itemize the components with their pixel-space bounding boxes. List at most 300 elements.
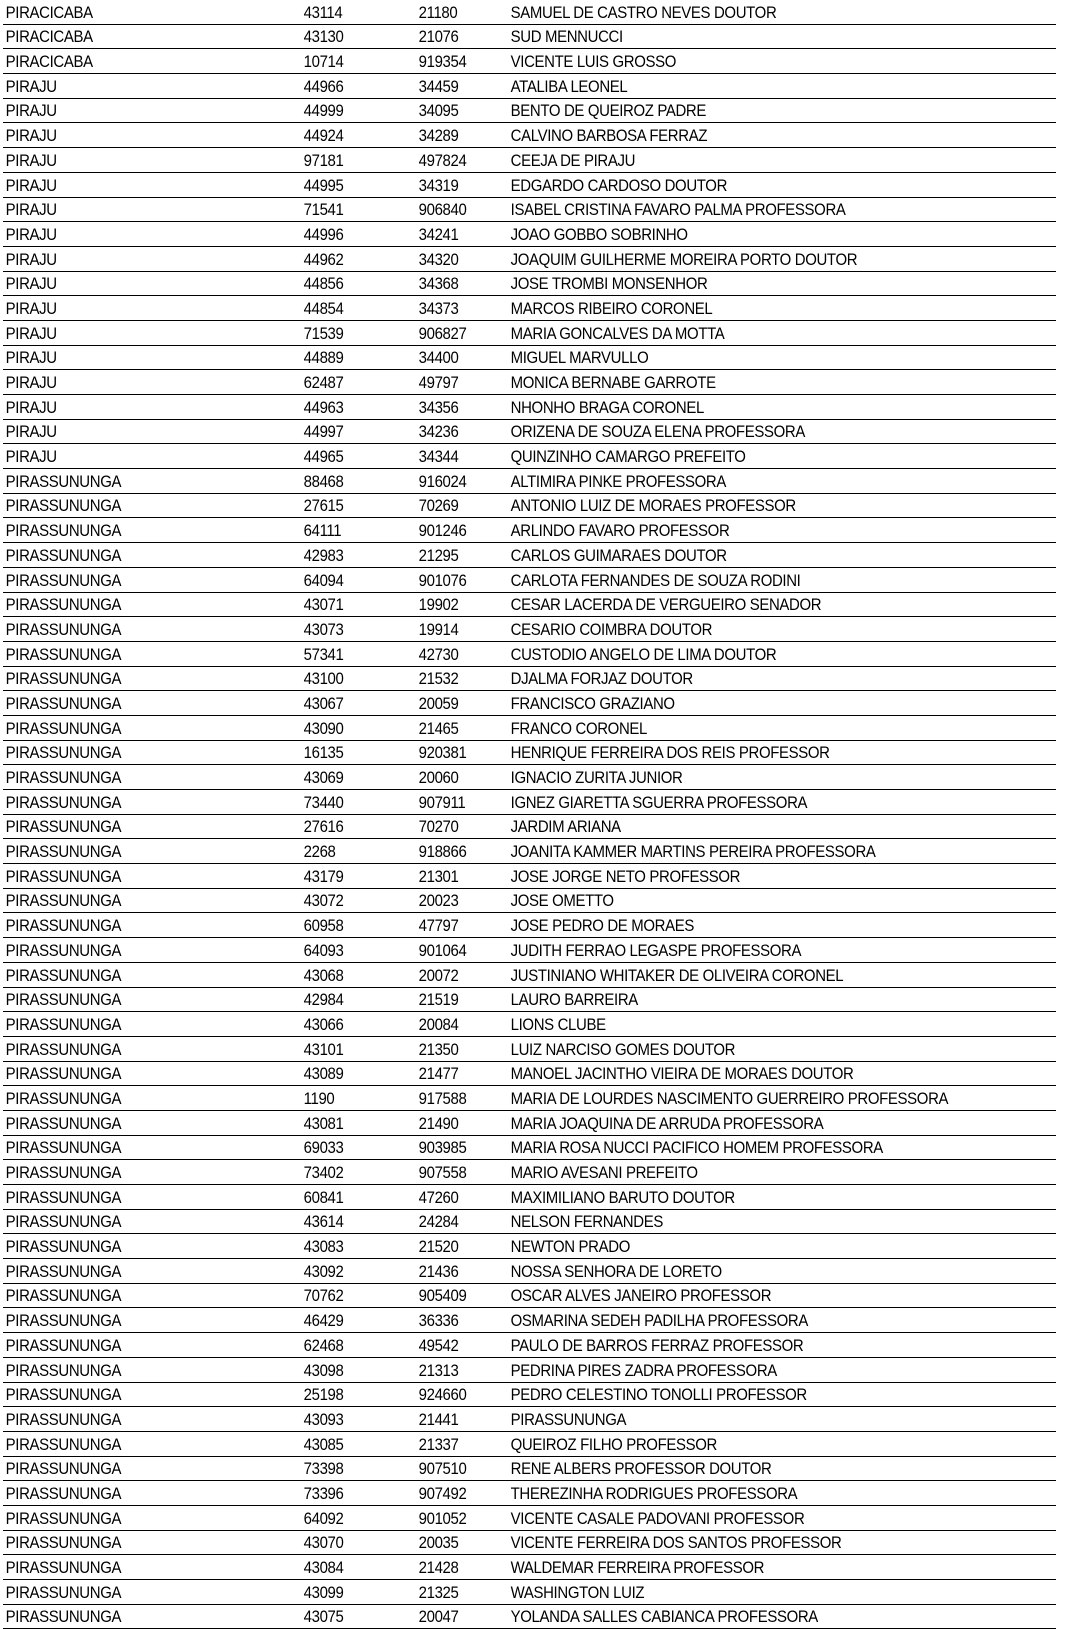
id-cell: 920381 xyxy=(416,740,497,765)
id-cell: 47260 xyxy=(416,1185,497,1210)
city-cell: PIRASSUNUNGA xyxy=(3,617,265,642)
table-row xyxy=(3,1185,1056,1210)
table-row xyxy=(3,1333,1056,1358)
school-name-cell: JOAO GOBBO SOBRINHO xyxy=(508,222,990,247)
id-cell: 20084 xyxy=(416,1012,497,1037)
school-name-cell: LAURO BARREIRA xyxy=(508,987,990,1012)
id-cell: 901076 xyxy=(416,567,497,592)
city-cell: PIRAJU xyxy=(3,370,265,395)
school-name-cell: VICENTE LUIS GROSSO xyxy=(508,49,990,74)
code-cell: 62468 xyxy=(301,1333,402,1358)
id-cell: 21350 xyxy=(416,1036,497,1061)
table-row xyxy=(3,1234,1056,1259)
id-cell: 918866 xyxy=(416,839,497,864)
id-cell: 901246 xyxy=(416,518,497,543)
city-cell: PIRASSUNUNGA xyxy=(3,493,265,518)
id-cell: 21325 xyxy=(416,1580,497,1605)
city-cell: PIRASSUNUNGA xyxy=(3,1431,265,1456)
city-cell: PIRASSUNUNGA xyxy=(3,1036,265,1061)
city-cell: PIRASSUNUNGA xyxy=(3,567,265,592)
id-cell: 901052 xyxy=(416,1505,497,1530)
city-cell: PIRAJU xyxy=(3,395,265,420)
table-row xyxy=(3,345,1056,370)
table-row xyxy=(3,296,1056,321)
school-name-cell: WALDEMAR FERREIRA PROFESSOR xyxy=(508,1555,990,1580)
id-cell: 34320 xyxy=(416,246,497,271)
table-row xyxy=(3,1604,1056,1629)
city-cell: PIRASSUNUNGA xyxy=(3,1135,265,1160)
code-cell: 44996 xyxy=(301,222,402,247)
school-name-cell: NEWTON PRADO xyxy=(508,1234,990,1259)
table-row xyxy=(3,1036,1056,1061)
city-cell: PIRASSUNUNGA xyxy=(3,1012,265,1037)
city-cell: PIRAJU xyxy=(3,172,265,197)
table-row xyxy=(3,691,1056,716)
code-cell: 64111 xyxy=(301,518,402,543)
id-cell: 907911 xyxy=(416,790,497,815)
table-row xyxy=(3,987,1056,1012)
id-cell: 903985 xyxy=(416,1135,497,1160)
id-cell: 34095 xyxy=(416,98,497,123)
id-cell: 21520 xyxy=(416,1234,497,1259)
city-cell: PIRASSUNUNGA xyxy=(3,1505,265,1530)
table-row xyxy=(3,814,1056,839)
city-cell: PIRAJU xyxy=(3,148,265,173)
id-cell: 901064 xyxy=(416,938,497,963)
city-cell: PIRASSUNUNGA xyxy=(3,469,265,494)
code-cell: 43083 xyxy=(301,1234,402,1259)
code-cell: 43067 xyxy=(301,691,402,716)
table-row xyxy=(3,1308,1056,1333)
school-name-cell: IGNACIO ZURITA JUNIOR xyxy=(508,765,990,790)
id-cell: 36336 xyxy=(416,1308,497,1333)
id-cell: 21301 xyxy=(416,864,497,889)
city-cell: PIRASSUNUNGA xyxy=(3,691,265,716)
code-cell: 43075 xyxy=(301,1604,402,1629)
code-cell: 44966 xyxy=(301,74,402,99)
table-row xyxy=(3,246,1056,271)
school-name-cell: OSMARINA SEDEH PADILHA PROFESSORA xyxy=(508,1308,990,1333)
school-name-cell: WASHINGTON LUIZ xyxy=(508,1580,990,1605)
code-cell: 43085 xyxy=(301,1431,402,1456)
table-row xyxy=(3,320,1056,345)
city-cell: PIRASSUNUNGA xyxy=(3,666,265,691)
id-cell: 34368 xyxy=(416,271,497,296)
id-cell: 21490 xyxy=(416,1110,497,1135)
id-cell: 20060 xyxy=(416,765,497,790)
school-name-cell: ORIZENA DE SOUZA ELENA PROFESSORA xyxy=(508,419,990,444)
city-cell: PIRASSUNUNGA xyxy=(3,814,265,839)
school-name-cell: CESAR LACERDA DE VERGUEIRO SENADOR xyxy=(508,592,990,617)
school-name-cell: VICENTE CASALE PADOVANI PROFESSOR xyxy=(508,1505,990,1530)
city-cell: PIRASSUNUNGA xyxy=(3,962,265,987)
code-cell: 1190 xyxy=(301,1086,402,1111)
school-name-cell: CALVINO BARBOSA FERRAZ xyxy=(508,123,990,148)
id-cell: 20059 xyxy=(416,691,497,716)
table-row xyxy=(3,0,1056,24)
id-cell: 21428 xyxy=(416,1555,497,1580)
city-cell: PIRASSUNUNGA xyxy=(3,987,265,1012)
school-name-cell: MONICA BERNABE GARROTE xyxy=(508,370,990,395)
code-cell: 71539 xyxy=(301,320,402,345)
school-name-cell: FRANCO CORONEL xyxy=(508,715,990,740)
code-cell: 43071 xyxy=(301,592,402,617)
school-list-body xyxy=(3,0,1056,1629)
table-row xyxy=(3,740,1056,765)
id-cell: 20023 xyxy=(416,888,497,913)
school-name-cell: NOSSA SENHORA DE LORETO xyxy=(508,1259,990,1284)
city-cell: PIRAJU xyxy=(3,197,265,222)
table-row xyxy=(3,1135,1056,1160)
table-row xyxy=(3,1061,1056,1086)
city-cell: PIRASSUNUNGA xyxy=(3,913,265,938)
code-cell: 70762 xyxy=(301,1283,402,1308)
school-name-cell: PIRASSUNUNGA xyxy=(508,1407,990,1432)
school-name-cell: MARIA ROSA NUCCI PACIFICO HOMEM PROFESSORA xyxy=(508,1135,990,1160)
school-name-cell: JOANITA KAMMER MARTINS PEREIRA PROFESSORA xyxy=(508,839,990,864)
table-row xyxy=(3,98,1056,123)
id-cell: 34289 xyxy=(416,123,497,148)
city-cell: PIRASSUNUNGA xyxy=(3,1481,265,1506)
school-name-cell: PEDRO CELESTINO TONOLLI PROFESSOR xyxy=(508,1382,990,1407)
school-name-cell: JUSTINIANO WHITAKER DE OLIVEIRA CORONEL xyxy=(508,962,990,987)
table-row xyxy=(3,469,1056,494)
code-cell: 43099 xyxy=(301,1580,402,1605)
code-cell: 2268 xyxy=(301,839,402,864)
school-name-cell: CESARIO COIMBRA DOUTOR xyxy=(508,617,990,642)
table-row xyxy=(3,74,1056,99)
code-cell: 42983 xyxy=(301,543,402,568)
code-cell: 43072 xyxy=(301,888,402,913)
code-cell: 43090 xyxy=(301,715,402,740)
code-cell: 43130 xyxy=(301,24,402,49)
city-cell: PIRASSUNUNGA xyxy=(3,1407,265,1432)
code-cell: 44856 xyxy=(301,271,402,296)
school-name-cell: MARIA GONCALVES DA MOTTA xyxy=(508,320,990,345)
city-cell: PIRASSUNUNGA xyxy=(3,1259,265,1284)
city-cell: PIRAJU xyxy=(3,296,265,321)
city-cell: PIRASSUNUNGA xyxy=(3,543,265,568)
table-row xyxy=(3,370,1056,395)
id-cell: 919354 xyxy=(416,49,497,74)
id-cell: 21477 xyxy=(416,1061,497,1086)
id-cell: 19914 xyxy=(416,617,497,642)
school-name-cell: OSCAR ALVES JANEIRO PROFESSOR xyxy=(508,1283,990,1308)
table-row xyxy=(3,1259,1056,1284)
id-cell: 497824 xyxy=(416,148,497,173)
table-row xyxy=(3,666,1056,691)
school-name-cell: JARDIM ARIANA xyxy=(508,814,990,839)
id-cell: 21519 xyxy=(416,987,497,1012)
id-cell: 34319 xyxy=(416,172,497,197)
city-cell: PIRAJU xyxy=(3,74,265,99)
code-cell: 43114 xyxy=(301,0,402,24)
code-cell: 60958 xyxy=(301,913,402,938)
id-cell: 905409 xyxy=(416,1283,497,1308)
id-cell: 924660 xyxy=(416,1382,497,1407)
table-row xyxy=(3,123,1056,148)
table-row xyxy=(3,271,1056,296)
city-cell: PIRACICABA xyxy=(3,24,265,49)
city-cell: PIRACICABA xyxy=(3,0,265,24)
city-cell: PIRASSUNUNGA xyxy=(3,1555,265,1580)
id-cell: 70270 xyxy=(416,814,497,839)
city-cell: PIRASSUNUNGA xyxy=(3,1357,265,1382)
code-cell: 88468 xyxy=(301,469,402,494)
city-cell: PIRASSUNUNGA xyxy=(3,938,265,963)
school-name-cell: THEREZINHA RODRIGUES PROFESSORA xyxy=(508,1481,990,1506)
city-cell: PIRAJU xyxy=(3,98,265,123)
school-name-cell: NELSON FERNANDES xyxy=(508,1209,990,1234)
code-cell: 43614 xyxy=(301,1209,402,1234)
table-row xyxy=(3,1086,1056,1111)
code-cell: 43069 xyxy=(301,765,402,790)
id-cell: 34344 xyxy=(416,444,497,469)
table-row xyxy=(3,493,1056,518)
code-cell: 16135 xyxy=(301,740,402,765)
school-name-cell: JOSE JORGE NETO PROFESSOR xyxy=(508,864,990,889)
code-cell: 10714 xyxy=(301,49,402,74)
table-row xyxy=(3,1382,1056,1407)
school-name-cell: LIONS CLUBE xyxy=(508,1012,990,1037)
city-cell: PIRASSUNUNGA xyxy=(3,715,265,740)
id-cell: 21313 xyxy=(416,1357,497,1382)
code-cell: 43089 xyxy=(301,1061,402,1086)
school-name-cell: SUD MENNUCCI xyxy=(508,24,990,49)
school-name-cell: MANOEL JACINTHO VIEIRA DE MORAES DOUTOR xyxy=(508,1061,990,1086)
city-cell: PIRAJU xyxy=(3,123,265,148)
id-cell: 906840 xyxy=(416,197,497,222)
table-row xyxy=(3,1530,1056,1555)
code-cell: 97181 xyxy=(301,148,402,173)
id-cell: 49542 xyxy=(416,1333,497,1358)
city-cell: PIRASSUNUNGA xyxy=(3,1209,265,1234)
city-cell: PIRASSUNUNGA xyxy=(3,1456,265,1481)
table-row xyxy=(3,1209,1056,1234)
code-cell: 43081 xyxy=(301,1110,402,1135)
city-cell: PIRASSUNUNGA xyxy=(3,1110,265,1135)
id-cell: 906827 xyxy=(416,320,497,345)
code-cell: 44889 xyxy=(301,345,402,370)
code-cell: 25198 xyxy=(301,1382,402,1407)
city-cell: PIRASSUNUNGA xyxy=(3,1185,265,1210)
table-row xyxy=(3,790,1056,815)
table-row xyxy=(3,1456,1056,1481)
school-name-cell: YOLANDA SALLES CABIANCA PROFESSORA xyxy=(508,1604,990,1629)
school-name-cell: JUDITH FERRAO LEGASPE PROFESSORA xyxy=(508,938,990,963)
table-row xyxy=(3,1481,1056,1506)
school-name-cell: EDGARDO CARDOSO DOUTOR xyxy=(508,172,990,197)
city-cell: PIRASSUNUNGA xyxy=(3,1086,265,1111)
school-name-cell: QUINZINHO CAMARGO PREFEITO xyxy=(508,444,990,469)
code-cell: 43092 xyxy=(301,1259,402,1284)
id-cell: 34356 xyxy=(416,395,497,420)
code-cell: 64093 xyxy=(301,938,402,963)
school-name-cell: IGNEZ GIARETTA SGUERRA PROFESSORA xyxy=(508,790,990,815)
table-row xyxy=(3,49,1056,74)
city-cell: PIRASSUNUNGA xyxy=(3,839,265,864)
code-cell: 43084 xyxy=(301,1555,402,1580)
school-name-cell: JOSE OMETTO xyxy=(508,888,990,913)
city-cell: PIRASSUNUNGA xyxy=(3,1530,265,1555)
table-row xyxy=(3,1357,1056,1382)
table-row xyxy=(3,1407,1056,1432)
school-name-cell: DJALMA FORJAZ DOUTOR xyxy=(508,666,990,691)
code-cell: 43073 xyxy=(301,617,402,642)
code-cell: 64092 xyxy=(301,1505,402,1530)
table-row xyxy=(3,567,1056,592)
school-list-table-wrapper xyxy=(3,0,1056,1629)
city-cell: PIRACICABA xyxy=(3,49,265,74)
school-list-table xyxy=(3,0,1056,1629)
school-name-cell: SAMUEL DE CASTRO NEVES DOUTOR xyxy=(508,0,990,24)
table-row xyxy=(3,518,1056,543)
school-name-cell: MAXIMILIANO BARUTO DOUTOR xyxy=(508,1185,990,1210)
code-cell: 27616 xyxy=(301,814,402,839)
school-name-cell: ANTONIO LUIZ DE MORAES PROFESSOR xyxy=(508,493,990,518)
school-name-cell: HENRIQUE FERREIRA DOS REIS PROFESSOR xyxy=(508,740,990,765)
school-name-cell: CARLOTA FERNANDES DE SOUZA RODINI xyxy=(508,567,990,592)
school-name-cell: MIGUEL MARVULLO xyxy=(508,345,990,370)
city-cell: PIRASSUNUNGA xyxy=(3,1604,265,1629)
table-row xyxy=(3,1505,1056,1530)
code-cell: 44963 xyxy=(301,395,402,420)
table-row xyxy=(3,1580,1056,1605)
table-row xyxy=(3,148,1056,173)
id-cell: 907510 xyxy=(416,1456,497,1481)
school-name-cell: QUEIROZ FILHO PROFESSOR xyxy=(508,1431,990,1456)
table-row xyxy=(3,543,1056,568)
table-row xyxy=(3,444,1056,469)
city-cell: PIRAJU xyxy=(3,345,265,370)
id-cell: 34459 xyxy=(416,74,497,99)
code-cell: 60841 xyxy=(301,1185,402,1210)
code-cell: 43101 xyxy=(301,1036,402,1061)
table-row xyxy=(3,592,1056,617)
table-row xyxy=(3,962,1056,987)
school-name-cell: BENTO DE QUEIROZ PADRE xyxy=(508,98,990,123)
city-cell: PIRASSUNUNGA xyxy=(3,1333,265,1358)
id-cell: 70269 xyxy=(416,493,497,518)
school-name-cell: FRANCISCO GRAZIANO xyxy=(508,691,990,716)
table-row xyxy=(3,1012,1056,1037)
school-name-cell: NHONHO BRAGA CORONEL xyxy=(508,395,990,420)
city-cell: PIRASSUNUNGA xyxy=(3,790,265,815)
table-row xyxy=(3,1283,1056,1308)
city-cell: PIRASSUNUNGA xyxy=(3,1160,265,1185)
city-cell: PIRASSUNUNGA xyxy=(3,1308,265,1333)
id-cell: 907558 xyxy=(416,1160,497,1185)
school-name-cell: JOAQUIM GUILHERME MOREIRA PORTO DOUTOR xyxy=(508,246,990,271)
id-cell: 34400 xyxy=(416,345,497,370)
city-cell: PIRASSUNUNGA xyxy=(3,1283,265,1308)
code-cell: 73396 xyxy=(301,1481,402,1506)
code-cell: 43100 xyxy=(301,666,402,691)
code-cell: 27615 xyxy=(301,493,402,518)
id-cell: 21441 xyxy=(416,1407,497,1432)
school-name-cell: VICENTE FERREIRA DOS SANTOS PROFESSOR xyxy=(508,1530,990,1555)
id-cell: 34236 xyxy=(416,419,497,444)
table-row xyxy=(3,1431,1056,1456)
city-cell: PIRASSUNUNGA xyxy=(3,518,265,543)
table-row xyxy=(3,864,1056,889)
city-cell: PIRAJU xyxy=(3,320,265,345)
code-cell: 71541 xyxy=(301,197,402,222)
table-row xyxy=(3,765,1056,790)
code-cell: 43093 xyxy=(301,1407,402,1432)
id-cell: 21337 xyxy=(416,1431,497,1456)
id-cell: 21076 xyxy=(416,24,497,49)
code-cell: 44997 xyxy=(301,419,402,444)
city-cell: PIRASSUNUNGA xyxy=(3,1234,265,1259)
city-cell: PIRASSUNUNGA xyxy=(3,1580,265,1605)
id-cell: 19902 xyxy=(416,592,497,617)
table-row xyxy=(3,1160,1056,1185)
school-name-cell: CARLOS GUIMARAES DOUTOR xyxy=(508,543,990,568)
table-row xyxy=(3,1110,1056,1135)
id-cell: 21436 xyxy=(416,1259,497,1284)
code-cell: 44965 xyxy=(301,444,402,469)
id-cell: 21180 xyxy=(416,0,497,24)
code-cell: 57341 xyxy=(301,641,402,666)
school-name-cell: RENE ALBERS PROFESSOR DOUTOR xyxy=(508,1456,990,1481)
school-name-cell: MARIA JOAQUINA DE ARRUDA PROFESSORA xyxy=(508,1110,990,1135)
id-cell: 20035 xyxy=(416,1530,497,1555)
school-name-cell: JOSE PEDRO DE MORAES xyxy=(508,913,990,938)
school-name-cell: PEDRINA PIRES ZADRA PROFESSORA xyxy=(508,1357,990,1382)
school-name-cell: ISABEL CRISTINA FAVARO PALMA PROFESSORA xyxy=(508,197,990,222)
table-row xyxy=(3,938,1056,963)
code-cell: 46429 xyxy=(301,1308,402,1333)
school-name-cell: ALTIMIRA PINKE PROFESSORA xyxy=(508,469,990,494)
code-cell: 62487 xyxy=(301,370,402,395)
id-cell: 907492 xyxy=(416,1481,497,1506)
city-cell: PIRASSUNUNGA xyxy=(3,740,265,765)
id-cell: 42730 xyxy=(416,641,497,666)
school-name-cell: CUSTODIO ANGELO DE LIMA DOUTOR xyxy=(508,641,990,666)
code-cell: 73398 xyxy=(301,1456,402,1481)
city-cell: PIRAJU xyxy=(3,444,265,469)
id-cell: 21465 xyxy=(416,715,497,740)
school-name-cell: PAULO DE BARROS FERRAZ PROFESSOR xyxy=(508,1333,990,1358)
id-cell: 21295 xyxy=(416,543,497,568)
city-cell: PIRAJU xyxy=(3,222,265,247)
id-cell: 47797 xyxy=(416,913,497,938)
table-row xyxy=(3,24,1056,49)
code-cell: 43098 xyxy=(301,1357,402,1382)
table-row xyxy=(3,419,1056,444)
code-cell: 44924 xyxy=(301,123,402,148)
table-row xyxy=(3,617,1056,642)
table-row xyxy=(3,172,1056,197)
table-row xyxy=(3,395,1056,420)
id-cell: 24284 xyxy=(416,1209,497,1234)
id-cell: 34373 xyxy=(416,296,497,321)
id-cell: 20072 xyxy=(416,962,497,987)
table-row xyxy=(3,197,1056,222)
city-cell: PIRASSUNUNGA xyxy=(3,641,265,666)
code-cell: 73402 xyxy=(301,1160,402,1185)
school-name-cell: ATALIBA LEONEL xyxy=(508,74,990,99)
code-cell: 69033 xyxy=(301,1135,402,1160)
school-name-cell: ARLINDO FAVARO PROFESSOR xyxy=(508,518,990,543)
table-row xyxy=(3,888,1056,913)
id-cell: 917588 xyxy=(416,1086,497,1111)
table-row xyxy=(3,641,1056,666)
id-cell: 20047 xyxy=(416,1604,497,1629)
city-cell: PIRASSUNUNGA xyxy=(3,592,265,617)
id-cell: 916024 xyxy=(416,469,497,494)
